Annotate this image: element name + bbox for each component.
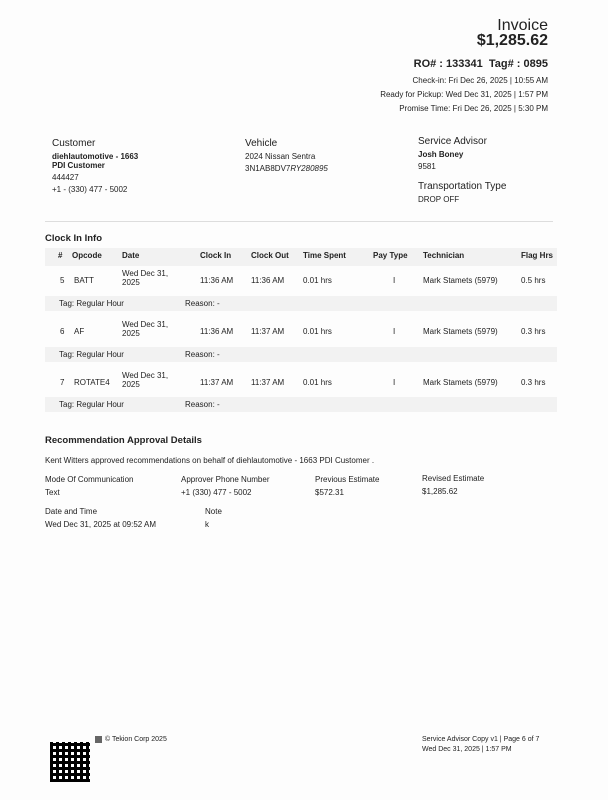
date-time-label: Date and Time (45, 507, 98, 516)
checkin-time: Check-in: Fri Dec 26, 2025 | 10:55 AM (412, 76, 548, 85)
col-time-spent: Time Spent (303, 251, 346, 260)
promise-time: Promise Time: Fri Dec 26, 2025 | 5:30 PM (399, 104, 548, 113)
vehicle-title: Vehicle (245, 138, 278, 149)
advisor-id: 9581 (418, 162, 436, 171)
invoice-total: $1,285.62 (476, 32, 548, 49)
col-flag-hrs: Flag Hrs (521, 251, 554, 260)
row-time-spent: 0.01 hrs (303, 327, 332, 336)
vehicle-vin (245, 164, 328, 173)
table-row (45, 366, 557, 416)
date-time-value: Wed Dec 31, 2025 at 09:52 AM (45, 520, 157, 529)
copyright: © Tekion Corp 2025 (105, 736, 167, 743)
approver-phone-label: Approver Phone Number (181, 475, 270, 484)
footer-brand (95, 736, 167, 743)
customer-name-2: PDI Customer (52, 161, 105, 170)
printed-time: Wed Dec 31, 2025 | 1:57 PM (422, 746, 512, 753)
row-reason: Reason: - (185, 299, 220, 308)
row-date-line1: Wed Dec 31, (122, 320, 169, 329)
row-date-line2: 2025 (122, 380, 140, 389)
col-opcode: Opcode (72, 251, 102, 260)
clock-in-table (45, 248, 557, 266)
table-row (45, 266, 557, 316)
row-tag-bar (45, 397, 557, 412)
ro-label: RO# : (413, 58, 443, 70)
mode-value: Text (45, 488, 60, 497)
tag-label: Tag# : (488, 58, 521, 70)
vin-suffix: RY280895 (290, 164, 328, 173)
row-date (122, 320, 168, 338)
tekion-logo-icon (95, 736, 102, 743)
row-pay-type: I (393, 276, 396, 285)
row-tag-bar (45, 296, 557, 311)
transport-type: DROP OFF (418, 195, 460, 204)
row-reason: Reason: - (185, 400, 220, 409)
row-time-spent: 0.01 hrs (303, 378, 332, 387)
clock-in-rows (45, 266, 557, 416)
note-value: k (205, 520, 209, 529)
row-flag-hrs: 0.3 hrs (521, 327, 546, 336)
row-flag-hrs: 0.5 hrs (521, 276, 546, 285)
divider (45, 221, 553, 222)
table-header (45, 248, 557, 266)
customer-section (52, 138, 138, 194)
row-clock-in: 11:37 AM (200, 378, 234, 387)
row-clock-out: 11:37 AM (251, 378, 285, 387)
row-date-line1: Wed Dec 31, (122, 269, 169, 278)
tag-number: 0895 (523, 58, 548, 70)
revised-estimate-label: Revised Estimate (422, 474, 485, 483)
row-pay-type: I (393, 378, 396, 387)
row-clock-in: 11:36 AM (200, 327, 234, 336)
customer-id: 444427 (52, 173, 79, 182)
row-flag-hrs: 0.3 hrs (521, 378, 546, 387)
row-tag: Tag: Regular Hour (59, 400, 124, 409)
customer-phone: +1 - (330) 477 - 5002 (52, 185, 128, 194)
row-date (122, 371, 168, 389)
col-pay-type: Pay Type (373, 251, 408, 260)
document-type: Invoice (497, 17, 548, 34)
advisor-title: Service Advisor (418, 136, 487, 147)
row-date-line2: 2025 (122, 329, 140, 338)
row-technician: Mark Stamets (5979) (423, 276, 498, 285)
ready-for-pickup: Ready for Pickup: Wed Dec 31, 2025 | 1:57 PM (380, 90, 548, 99)
row-num: 5 (60, 276, 65, 285)
col-date: Date (122, 251, 140, 260)
row-pay-type: I (393, 327, 396, 336)
transport-title: Transportation Type (418, 181, 507, 192)
row-tag-bar (45, 347, 557, 362)
recommendation-title: Recommendation Approval Details (45, 435, 202, 446)
row-tag: Tag: Regular Hour (59, 350, 124, 359)
row-date-line2: 2025 (122, 278, 140, 287)
previous-estimate-value: $572.31 (315, 488, 344, 497)
row-time-spent: 0.01 hrs (303, 276, 332, 285)
row-num: 7 (60, 378, 65, 387)
col-technician: Technician (423, 251, 465, 260)
row-num: 6 (60, 327, 65, 336)
vehicle-section (245, 138, 328, 173)
clock-in-title: Clock In Info (45, 233, 102, 244)
mode-label: Mode Of Communication (45, 475, 134, 484)
row-tag: Tag: Regular Hour (59, 299, 124, 308)
row-clock-out: 11:37 AM (251, 327, 285, 336)
col-clock-out: Clock Out (251, 251, 289, 260)
row-opcode: ROTATE4 (74, 378, 110, 387)
recommendation-statement: Kent Witters approved recommendations on behalf of diehlautomotive - 1663 PDI Customer . (45, 456, 375, 465)
table-row (45, 316, 557, 366)
col-num: # (58, 251, 63, 260)
copy-info: Service Advisor Copy v1 | Page 6 of 7 (422, 736, 540, 743)
row-clock-in: 11:36 AM (200, 276, 234, 285)
customer-name: diehlautomotive - 1663 (52, 152, 139, 161)
row-reason: Reason: - (185, 350, 220, 359)
qr-code (50, 742, 90, 782)
note-label: Note (205, 507, 222, 516)
vehicle-model: 2024 Nissan Sentra (245, 152, 316, 161)
row-date-line1: Wed Dec 31, (122, 371, 169, 380)
approver-phone-value: +1 (330) 477 - 5002 (181, 488, 252, 497)
col-clock-in: Clock In (200, 251, 232, 260)
row-technician: Mark Stamets (5979) (423, 327, 498, 336)
advisor-section (418, 136, 506, 204)
customer-title: Customer (52, 138, 96, 149)
row-date (122, 269, 168, 287)
row-clock-out: 11:36 AM (251, 276, 285, 285)
previous-estimate-label: Previous Estimate (315, 475, 380, 484)
advisor-name: Josh Boney (418, 150, 464, 159)
ro-number: 133341 (446, 58, 483, 70)
row-opcode: BATT (74, 276, 94, 285)
row-opcode: AF (74, 327, 85, 336)
row-technician: Mark Stamets (5979) (423, 378, 498, 387)
ro-tag-line (414, 58, 548, 70)
vin-prefix: 3N1AB8DV7 (245, 164, 291, 173)
revised-estimate-value: $1,285.62 (422, 487, 458, 496)
